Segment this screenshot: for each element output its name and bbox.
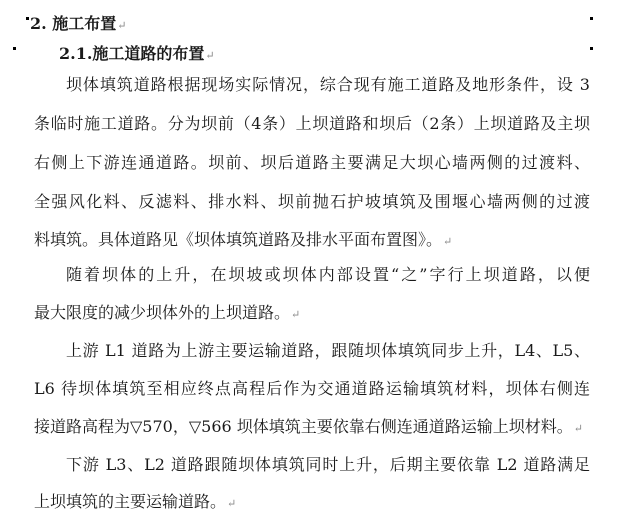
subsection-heading xyxy=(59,44,215,66)
paragraph-2-line-1: 随着坝体的上升，在坝坡或坝体内部设置“之”字行上坝道路，以便 xyxy=(66,265,590,284)
paragraph-3-line-3-text: 接道路高程为▽570，▽566 坝体填筑主要依靠右侧连通道路运输上坝材料。 xyxy=(34,417,573,436)
section-heading-text: 2. 施工布置 xyxy=(30,14,117,33)
crop-mark-top-left xyxy=(26,17,29,20)
paragraph-1-line-5-text: 料填筑。具体道路见《坝体填筑道路及排水平面布置图》。 xyxy=(34,230,443,249)
paragraph-mark: ↵ xyxy=(227,497,237,510)
paragraph-4-line-2 xyxy=(34,492,590,514)
paragraph-4-line-1: 下游 L3、L2 道路跟随坝体填筑同时上升，后期主要依靠 L2 道路满足 xyxy=(66,455,590,474)
paragraph-2-line-2 xyxy=(34,303,590,325)
paragraph-1-line-1: 坝体填筑道路根据现场实际情况，综合现有施工道路及地形条件，设 3 xyxy=(66,75,590,94)
crop-mark-mid-right xyxy=(590,47,593,50)
subsection-heading-text: 2.1.施工道路的布置 xyxy=(59,44,205,63)
paragraph-3-line-2: L6 待坝体填筑至相应终点高程后作为交通道路运输填筑材料，坝体右侧连 xyxy=(34,379,590,398)
paragraph-2-line-2-text: 最大限度的减少坝体外的上坝道路。 xyxy=(34,303,291,322)
paragraph-1-line-5 xyxy=(34,230,590,252)
crop-mark-mid-left xyxy=(13,47,16,50)
crop-mark-top-right xyxy=(590,17,593,20)
paragraph-mark: ↵ xyxy=(573,422,583,435)
paragraph-mark: ↵ xyxy=(443,235,453,248)
paragraph-4-line-2-text: 上坝填筑的主要运输道路。 xyxy=(34,492,227,511)
paragraph-1-line-3: 右侧上下游连通道路。坝前、坝后道路主要满足大坝心墙两侧的过渡料、 xyxy=(34,153,590,172)
paragraph-3-line-3 xyxy=(34,417,590,439)
paragraph-mark: ↵ xyxy=(291,308,301,321)
paragraph-mark: ↵ xyxy=(205,49,215,62)
paragraph-3-line-1: 上游 L1 道路为上游主要运输道路，跟随坝体填筑同步上升，L4、L5、 xyxy=(66,341,590,360)
section-heading xyxy=(30,14,127,36)
paragraph-1-line-2: 条临时施工道路。分为坝前（4条）上坝道路和坝后（2条）上坝道路及主坝 xyxy=(34,114,590,133)
paragraph-mark: ↵ xyxy=(117,19,127,32)
paragraph-1-line-4: 全强风化料、反滤料、排水料、坝前抛石护坡填筑及围堰心墙两侧的过渡 xyxy=(34,192,590,211)
